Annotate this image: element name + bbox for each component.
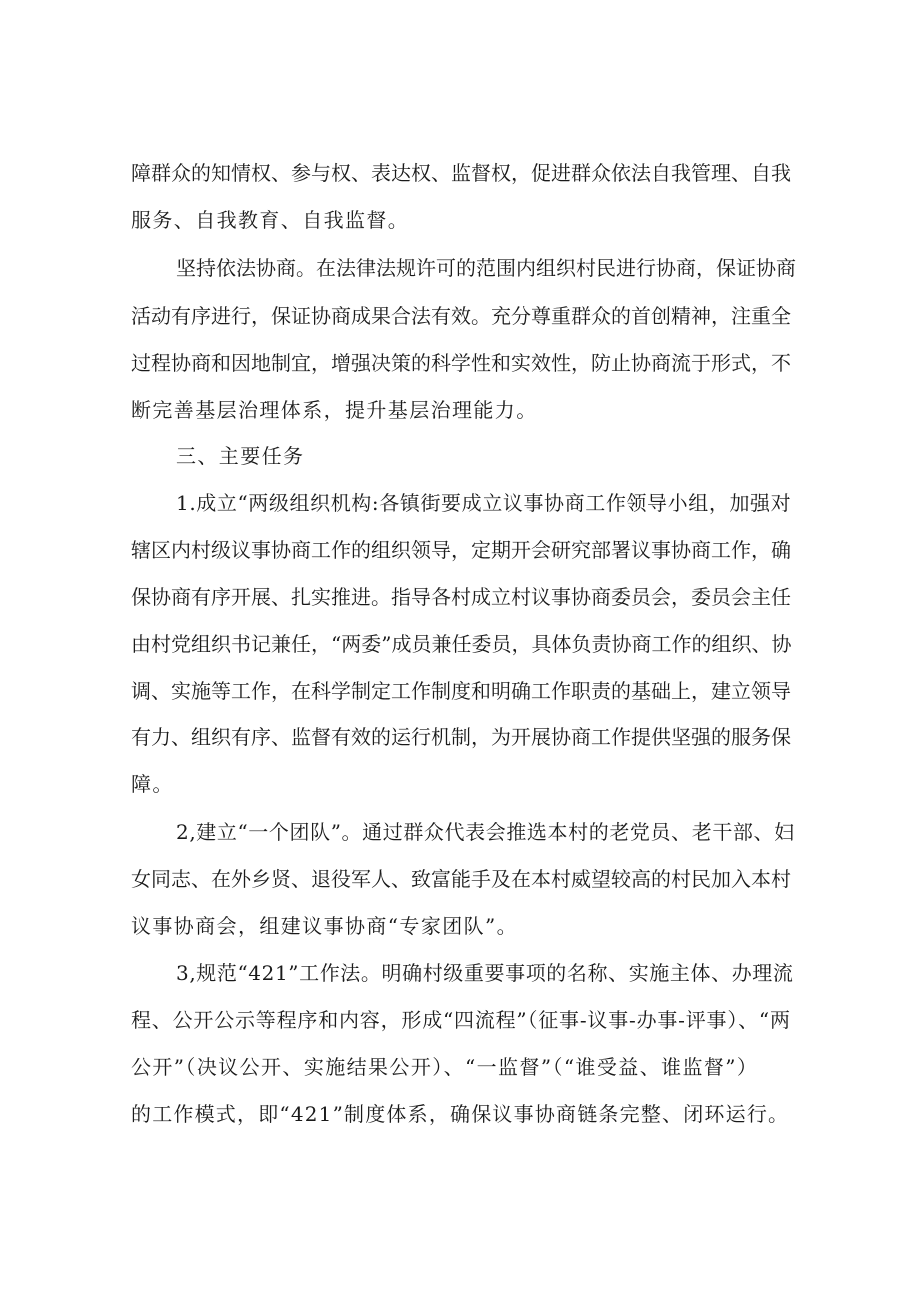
text-line: 公开”（决议公开、实施结果公开）、“一监督”（“谁受益、谁监督”）: [131, 1055, 759, 1079]
text-line: 有力、组织有序、监督有效的运行机制，为开展协商工作提供坚强的服务保: [131, 725, 791, 749]
text-line: 女同志、在外乡贤、退役军人、致富能手及在本村威望较高的村民加入本村: [131, 867, 791, 891]
text-line: 调、实施等工作，在科学制定工作制度和明确工作职责的基础上，建立领导: [131, 679, 791, 703]
text-line: 2,建立“一个团队”。通过群众代表会推选本村的老党员、老干部、妇: [176, 820, 795, 844]
text-line: 过程协商和因地制宜，增强决策的科学性和实效性，防止协商流于形式，不: [131, 351, 791, 375]
text-line: 障。: [131, 772, 174, 796]
text-line: 保协商有序开展、扎实推进。指导各村成立村议事协商委员会，委员会主任: [131, 585, 791, 609]
text-line: 服务、自我教育、自我监督。: [131, 208, 410, 232]
section-heading: 三、主要任务: [176, 444, 305, 468]
text-line: 活动有序进行，保证协商成果合法有效。充分尊重群众的首创精神，注重全: [131, 304, 791, 328]
text-line: 由村党组织书记兼任，“两委”成员兼任委员，具体负责协商工作的组织、协: [131, 632, 792, 656]
text-line: 程、公开公示等程序和内容，形成“四流程”（征事-议事-办事-评事）、“两: [131, 1008, 791, 1032]
text-line: 坚持依法协商。在法律法规许可的范围内组织村民进行协商，保证协商: [176, 256, 796, 280]
text-line: 障群众的知情权、参与权、表达权、监督权，促进群众依法自我管理、自我: [131, 161, 791, 185]
text-line: 断完善基层治理体系，提升基层治理能力。: [131, 398, 538, 422]
text-line: 3,规范“421”工作法。明确村级重要事项的名称、实施主体、办理流: [176, 961, 794, 985]
text-line: 的工作模式，即“421”制度体系，确保议事协商链条完整、闭环运行。: [131, 1102, 790, 1126]
text-line: 1.成立“两级组织机构:各镇街要成立议事协商工作领导小组，加强对: [176, 491, 792, 515]
text-line: 议事协商会，组建议事协商“专家团队”。: [131, 914, 519, 938]
text-line: 辖区内村级议事协商工作的组织领导，定期开会研究部署议事协商工作，确: [131, 538, 791, 562]
